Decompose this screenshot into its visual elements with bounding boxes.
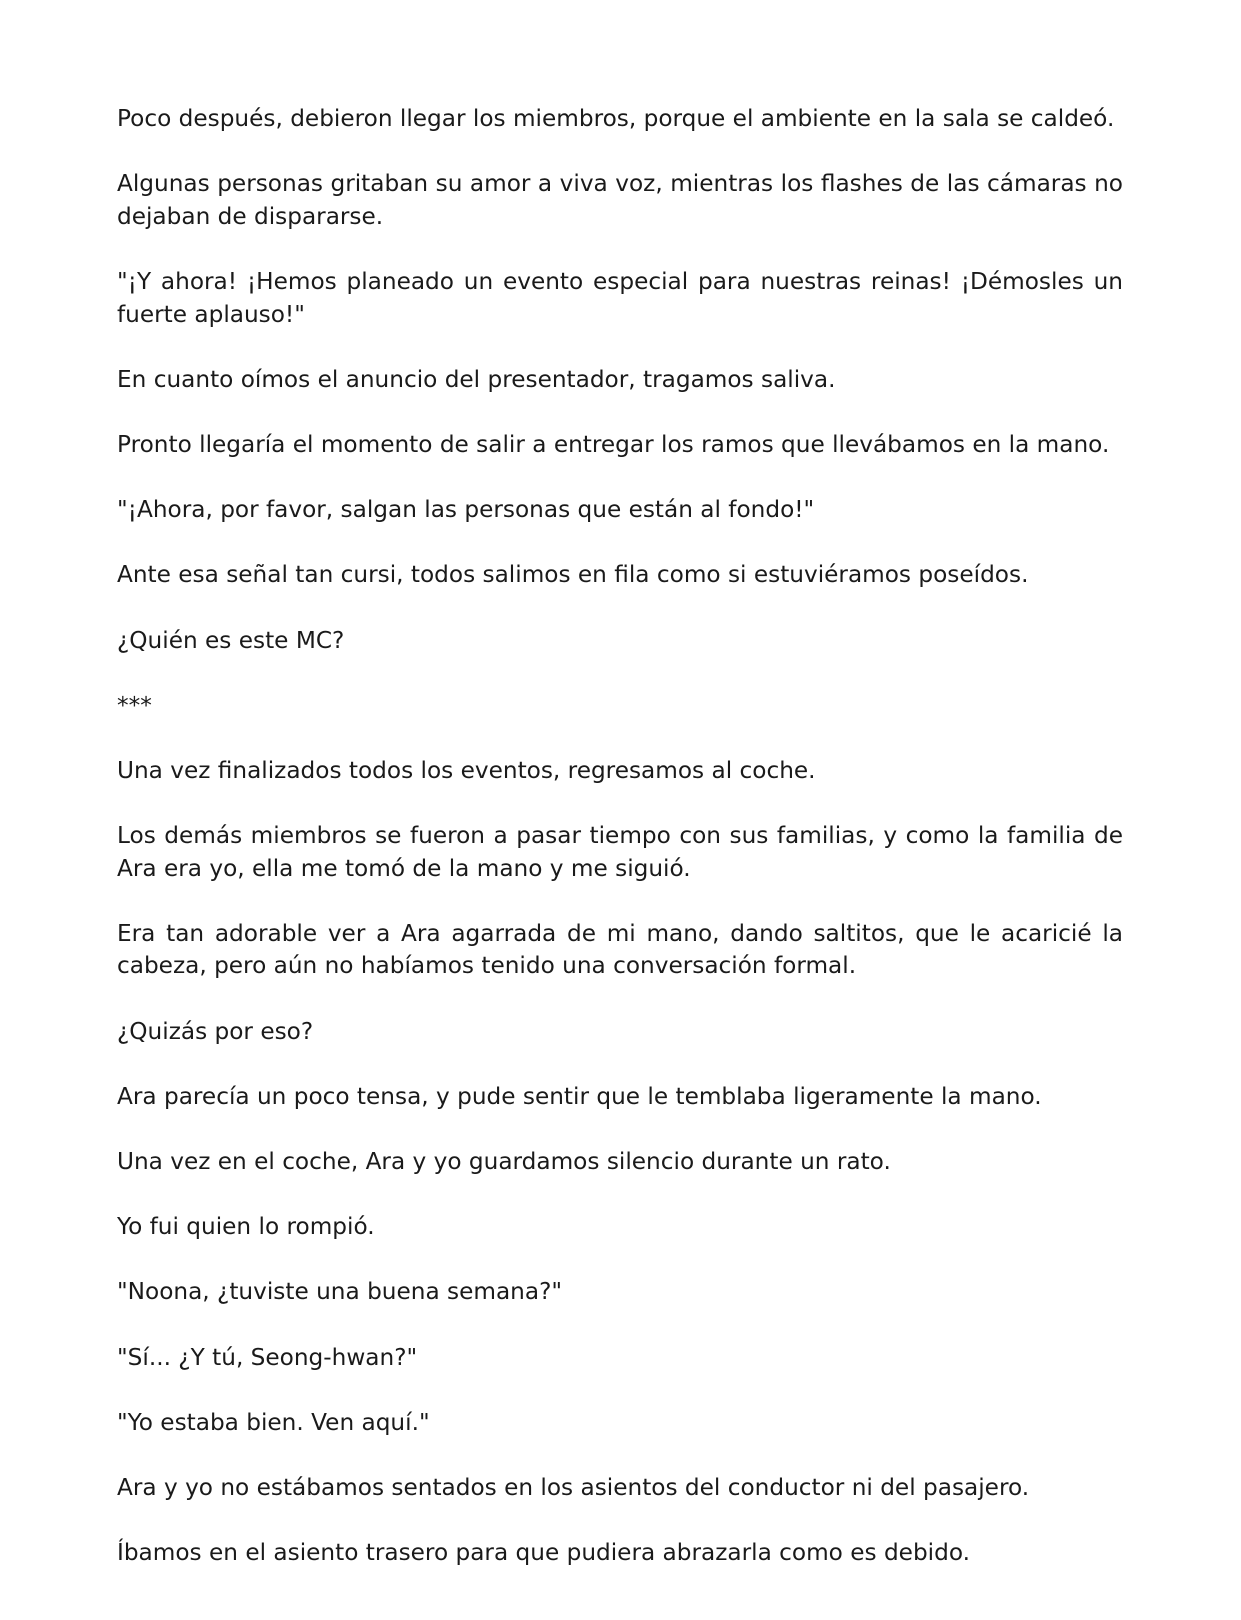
paragraph-11: Era tan adorable ver a Ara agarrada de mi mano, dando saltitos, que le acaricié la cabeza, pero aún no habíamos tenido una conversación formal. [117,919,1123,980]
paragraph-12: ¿Quizás por eso? [117,1017,314,1045]
paragraph-17: "Sí... ¿Y tú, Seong-hwan?" [117,1343,418,1371]
paragraph-18: "Yo estaba bien. Ven aquí." [117,1408,430,1436]
paragraph-8: ¿Quién es este MC? [117,626,345,654]
paragraph-20: Íbamos en el asiento trasero para que pudiera abrazarla como es debido. [117,1539,970,1567]
paragraph-4: En cuanto oímos el anuncio del presentador, tragamos saliva. [117,365,836,393]
paragraph-7: Ante esa señal tan cursi, todos salimos en fila como si estuviéramos poseídos. [117,561,1029,589]
paragraph-15: Yo fui quien lo rompió. [117,1213,375,1241]
paragraph-10: Los demás miembros se fueron a pasar tiempo con sus familias, y como la familia de Ara era yo, ella me tomó de la mano y me siguió. [117,822,1123,882]
paragraph-6: "¡Ahora, por favor, salgan las personas que están al fondo!" [117,496,815,524]
paragraph-19: Ara y yo no estábamos sentados en los asientos del conductor ni del pasajero. [117,1473,1030,1501]
paragraph-9: Una vez finalizados todos los eventos, regresamos al coche. [117,756,816,784]
paragraph-3: "¡Y ahora! ¡Hemos planeado un evento especial para nuestras reinas! ¡Démosles un fuerte aplauso!" [117,267,1123,328]
paragraph-1: Poco después, debieron llegar los miembros, porque el ambiente en la sala se caldeó. [117,105,1115,132]
paragraph-5: Pronto llegaría el momento de salir a entregar los ramos que llevábamos en la mano. [117,430,1110,458]
paragraph-14: Una vez en el coche, Ara y yo guardamos silencio durante un rato. [117,1148,891,1175]
paragraph-13: Ara parecía un poco tensa, y pude sentir que le temblaba ligeramente la mano. [117,1082,1042,1110]
scene-break: *** [117,691,152,719]
paragraph-2: Algunas personas gritaban su amor a viva voz, mientras los flashes de las cámaras no dejaban de dispararse. [117,170,1123,230]
paragraph-16: "Noona, ¿tuviste una buena semana?" [117,1278,563,1306]
document-page [117,103,1123,1602]
